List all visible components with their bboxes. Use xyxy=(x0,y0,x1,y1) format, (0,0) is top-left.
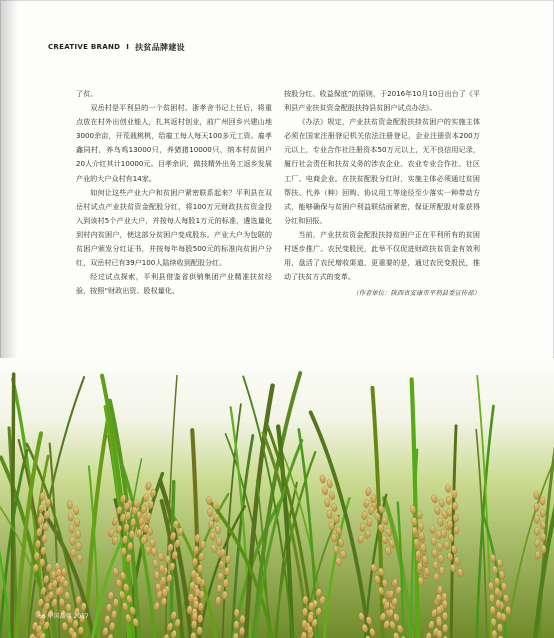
running-header xyxy=(48,40,185,54)
right-column xyxy=(284,87,480,300)
left-column xyxy=(76,87,272,298)
page-footer: 66 中国品牌 2017 xyxy=(38,613,89,620)
paragraph: 如何让这些产业大户和贫困户紧密联系起来？平利县在双岳村试点产业扶贫资金配股分红，将100万元财政扶贫资金投入到该村5个产业大户，并按每人每股1万元的标准，遴选量化到村内贫困户，使这部分贫困户变成股东。产业大户为包联的贫困户颁发分红证书，并按每年每股500元的标准向贫困户分红，双岳村已有39户100人陆续收到配股分红。 xyxy=(76,187,272,268)
rice-leaf xyxy=(12,374,14,638)
paragraph: 经过试点探索，平利县借鉴省供销集团产业精准扶贫经验，按照“财政出资、股权量化、 xyxy=(76,272,272,296)
author-byline: （作者单位：陕西省安康市平利县委宣传部） xyxy=(352,289,480,298)
header-brand: CREATIVE BRAND xyxy=(48,43,121,51)
paragraph: 按股分红、收益保底”的原则，于2016年10月10日出台了《平利县产业扶贫资金配股扶持县贫困户试点办法》。 xyxy=(284,89,480,113)
rice-field-image xyxy=(0,358,554,638)
paragraph: 了贫。 xyxy=(76,89,98,98)
paragraph: 双岳村是平利县的一个贫困村。浙孝舍书记上任后，将重点放在村外出创业能人，扎其返村创业，前广州回乡兴建山地3000余亩，开荒栽桃桃，给雇工每人每天100多元工资。雇孝鑫同村，养鸟鸡13000只，养猪猪10000只，纳本村贫困户20人介红其计10000元。目孝余识，做技精外出务工返乡发展产业的大户众村有14家。 xyxy=(76,103,272,183)
header-section: 扶贫品牌建设 xyxy=(135,42,185,52)
paragraph: 当前，产业扶贫资金配股扶持贫困户正在平利所有的贫困村逐步推广。农民变股民，此举不仅促进财政扶贫资金有效利用，盘活了农民增收渠道，更重要的是，通过农民变股民，推动了扶贫方式的变革。 xyxy=(284,229,480,282)
header-separator: I xyxy=(126,43,130,51)
paragraph: 《办法》规定，产业扶贫资金配股扶持贫困户的实施主体必须在国家注册登记机关依法注册登记，企业注册资本200万元以上，专业合作社注册资本50万元以上，无不良信用记录，履行社会责任和扶贫义务的涉农企业、农业专业合作社、社区工厂、电商企业。在扶贫配股分红时，实施主体必须通过贫困帮扶、代养（种）回购、协议用工等途径至少落实一种带动方式，能够确保与贫困户利益联结面紧密，保证所配股对象获得分红和回报。 xyxy=(284,117,480,225)
